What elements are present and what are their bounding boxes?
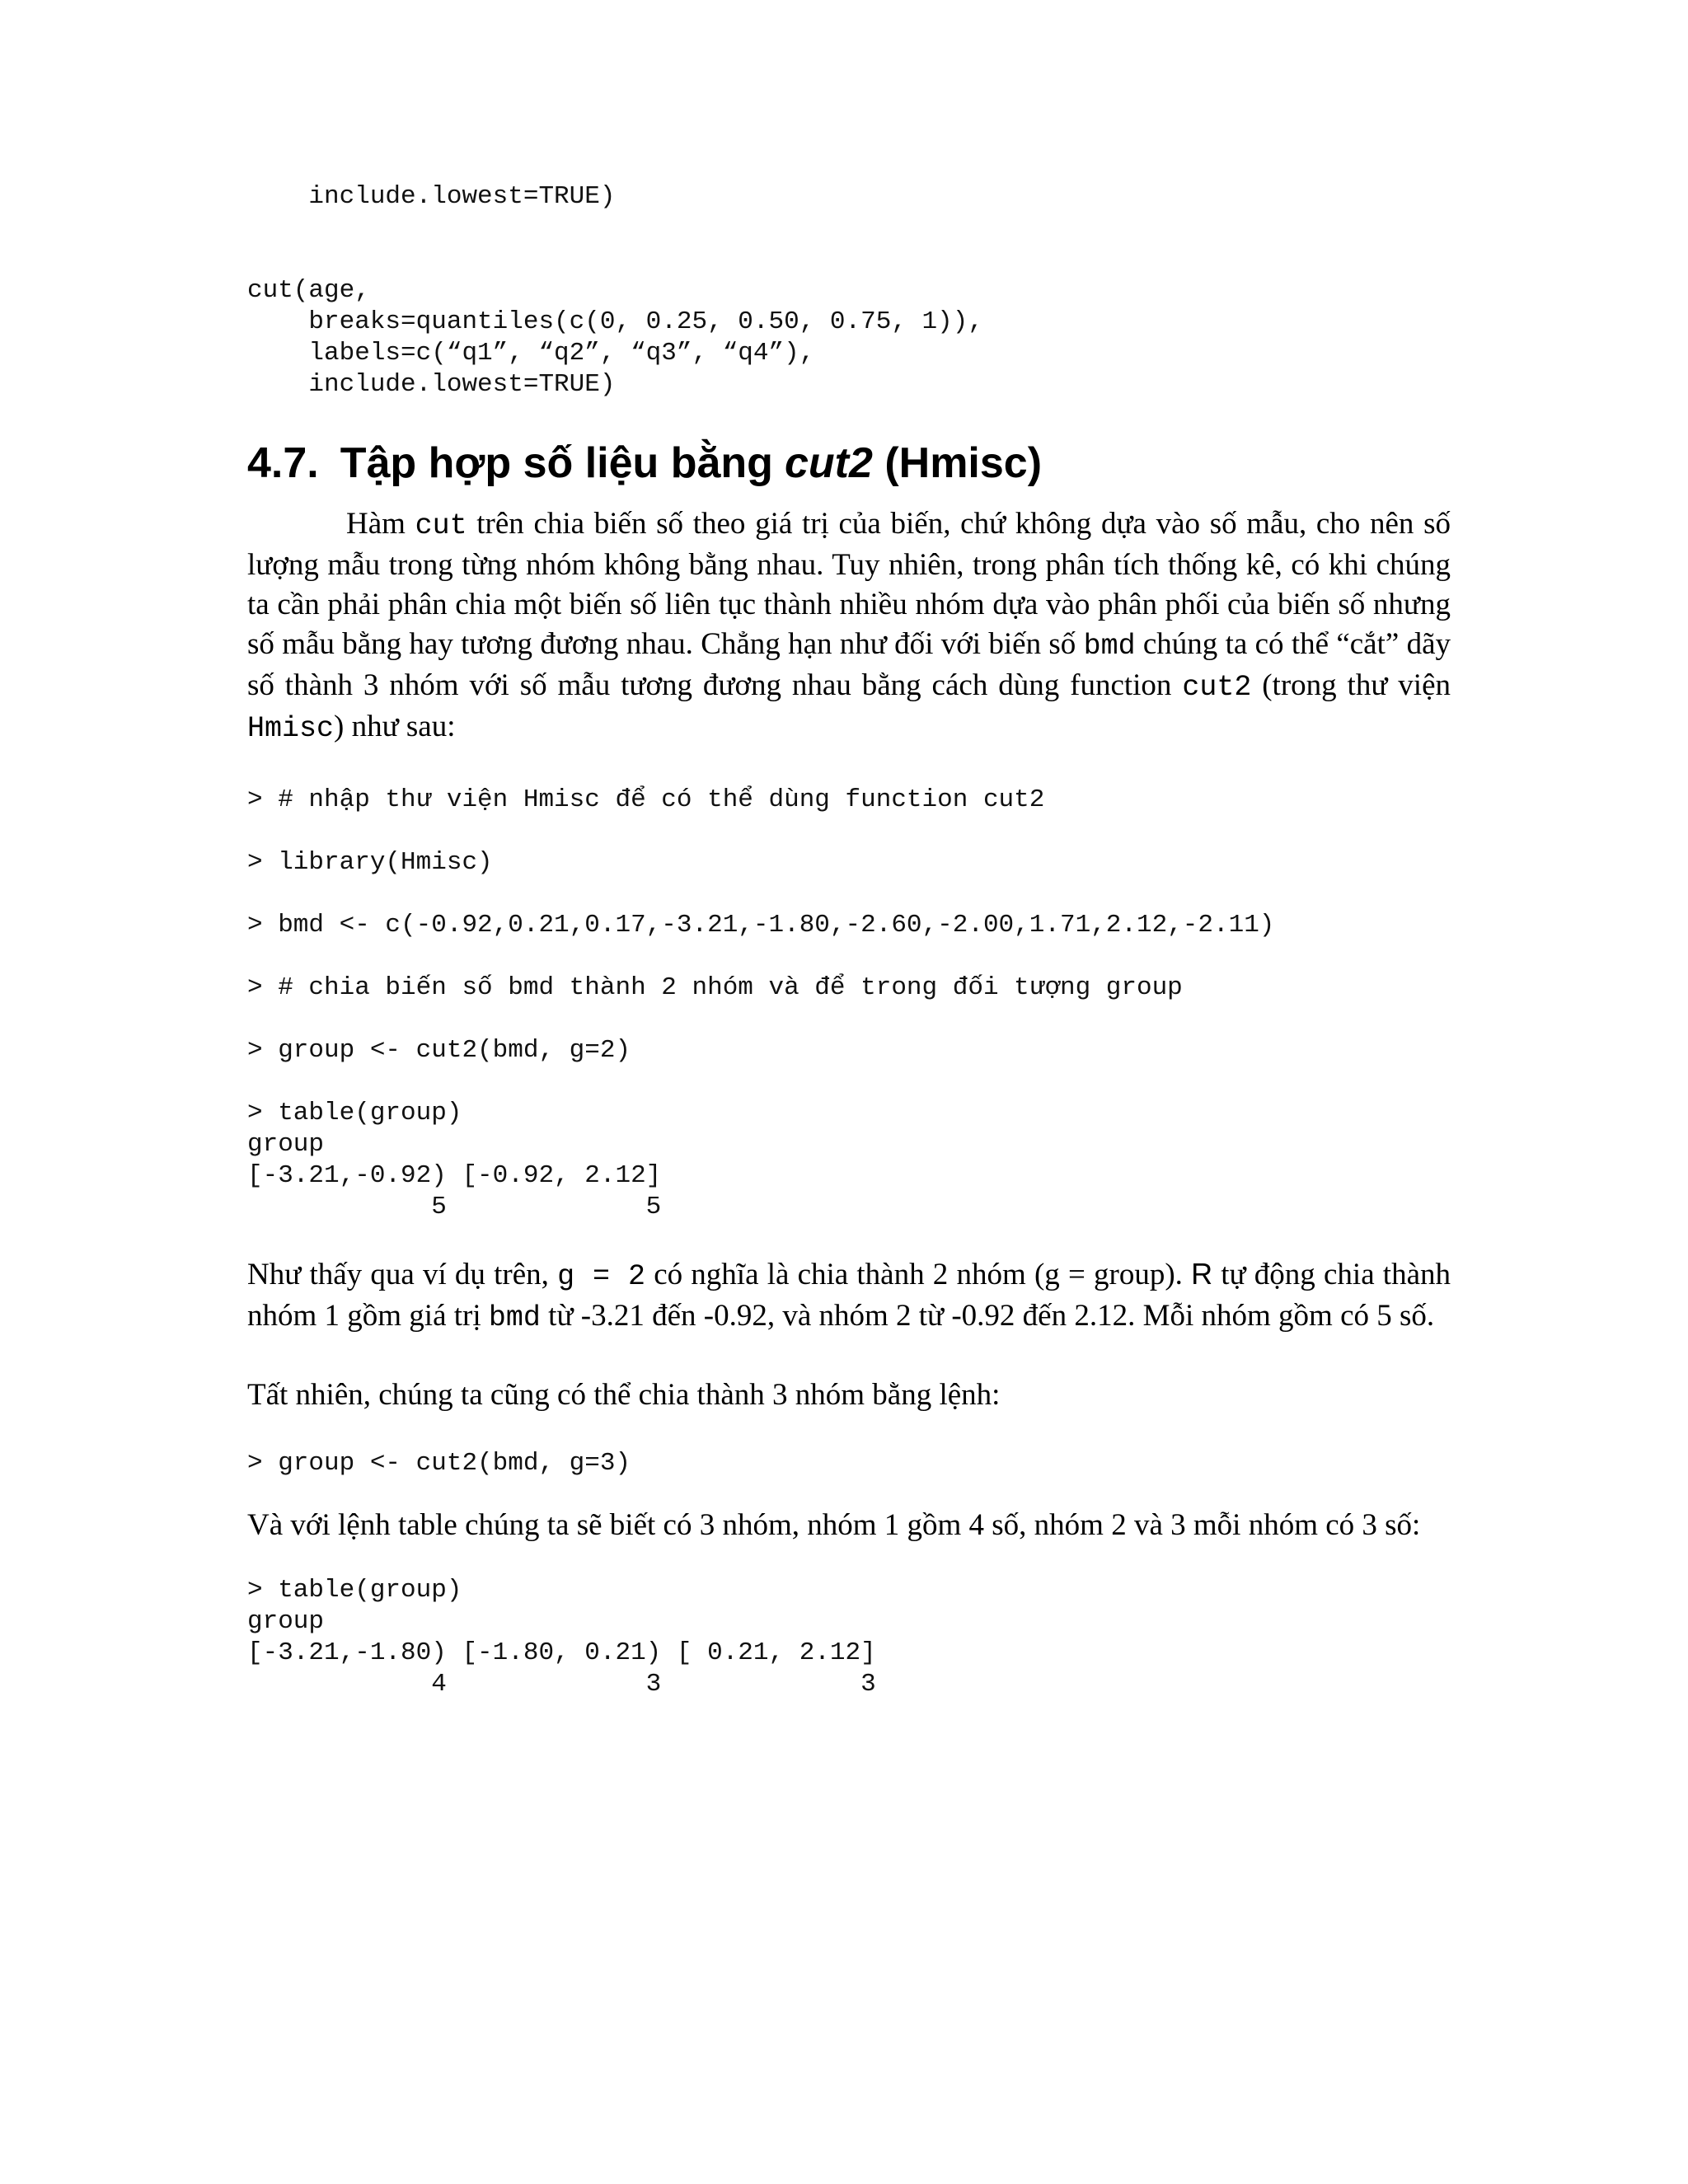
code-table-output-1: > table(group) group [-3.21,-0.92) [-0.92, 2.12] 5 5: [247, 1099, 662, 1221]
inline-code-cut: cut: [415, 509, 467, 542]
document-page: [247, 181, 1451, 1700]
code-cut2-g2: > group <- cut2(bmd, g=2): [247, 1036, 631, 1065]
para1-text-1: Hàm: [346, 507, 415, 541]
section-title-text: Tập hợp số liệu bằng: [340, 439, 773, 487]
section-title-italic: cut2: [784, 439, 873, 487]
para2-text-2: có nghĩa là chia thành 2 nhóm (g = group).: [645, 1258, 1192, 1291]
paragraph-explanation: [247, 1254, 1451, 1338]
code-block-top-1: include.lowest=TRUE): [247, 182, 616, 211]
paragraph-table-result: Và với lệnh table chúng ta sẽ biết có 3 nhóm, nhóm 1 gồm 4 số, nhóm 2 và 3 mỗi nhóm có 3 số:: [247, 1508, 1421, 1542]
code-bmd-assign: > bmd <- c(-0.92,0.21,0.17,-3.21,-1.80,-2.60,-2.00,1.71,2.12,-2.11): [247, 911, 1275, 940]
para2-text-4: từ -3.21 đến -0.92, và nhóm 2 từ -0.92 đến 2.12. Mỗi nhóm gồm có 5 số.: [540, 1299, 1435, 1333]
inline-code-g2: g = 2: [557, 1260, 645, 1293]
code-comment-split: > # chia biến số bmd thành 2 nhóm và để trong đối tượng group: [247, 973, 1183, 1002]
r-label: R: [1191, 1257, 1213, 1291]
code-table-output-2: > table(group) group [-3.21,-1.80) [-1.80, 0.21) [ 0.21, 2.12] 4 3 3: [247, 1576, 876, 1699]
para1-text-5: ) như sau:: [334, 710, 456, 743]
code-library: > library(Hmisc): [247, 848, 493, 877]
code-block-top-2: cut(age, breaks=quantiles(c(0, 0.25, 0.50, 0.75, 1)), labels=c(“q1”, “q2”, “q3”, “q4”), include.lowest=TRUE): [247, 276, 983, 399]
code-cut2-g3: > group <- cut2(bmd, g=3): [247, 1449, 631, 1478]
inline-code-bmd-2: bmd: [488, 1301, 541, 1334]
section-heading: [247, 437, 1451, 490]
inline-code-hmisc: Hmisc: [247, 712, 335, 745]
section-number: 4.7.: [247, 439, 319, 487]
code-comment-load: > # nhập thư viện Hmisc để có thể dùng function cut2: [247, 785, 1045, 814]
para1-text-3: chúng ta có thể “cắt” dãy số thành 3 nhóm với số mẫu tương đương nhau bằng cách dùng function: [247, 627, 1451, 702]
para1-text-4: (trong thư viện: [1251, 668, 1451, 702]
para2-text-1: Như thấy qua ví dụ trên,: [247, 1258, 558, 1291]
para2-text-3: tự động chia thành nhóm 1 gồm giá trị: [247, 1258, 1451, 1333]
inline-code-cut2: cut2: [1182, 671, 1252, 704]
paragraph-intro: [247, 504, 1451, 748]
section-title-suffix: (Hmisc): [884, 439, 1043, 487]
para1-text-2: trên chia biến số theo giá trị của biến, chứ không dựa vào số mẫu, cho nên số lượng mẫu trong từng nhóm không bằng nhau. Tuy nhiên, trong phân tích thống kê, có khi chúng ta cần phải phân chia một biến số liên tục thành nhiều nhóm dựa vào phân phối của biến số nhưng số mẫu bằng hay tương đương nhau. Chẳng hạn như đối với biến số: [247, 507, 1451, 661]
paragraph-three-groups: Tất nhiên, chúng ta cũng có thể chia thành 3 nhóm bằng lệnh:: [247, 1378, 1001, 1412]
inline-code-bmd: bmd: [1083, 630, 1136, 663]
